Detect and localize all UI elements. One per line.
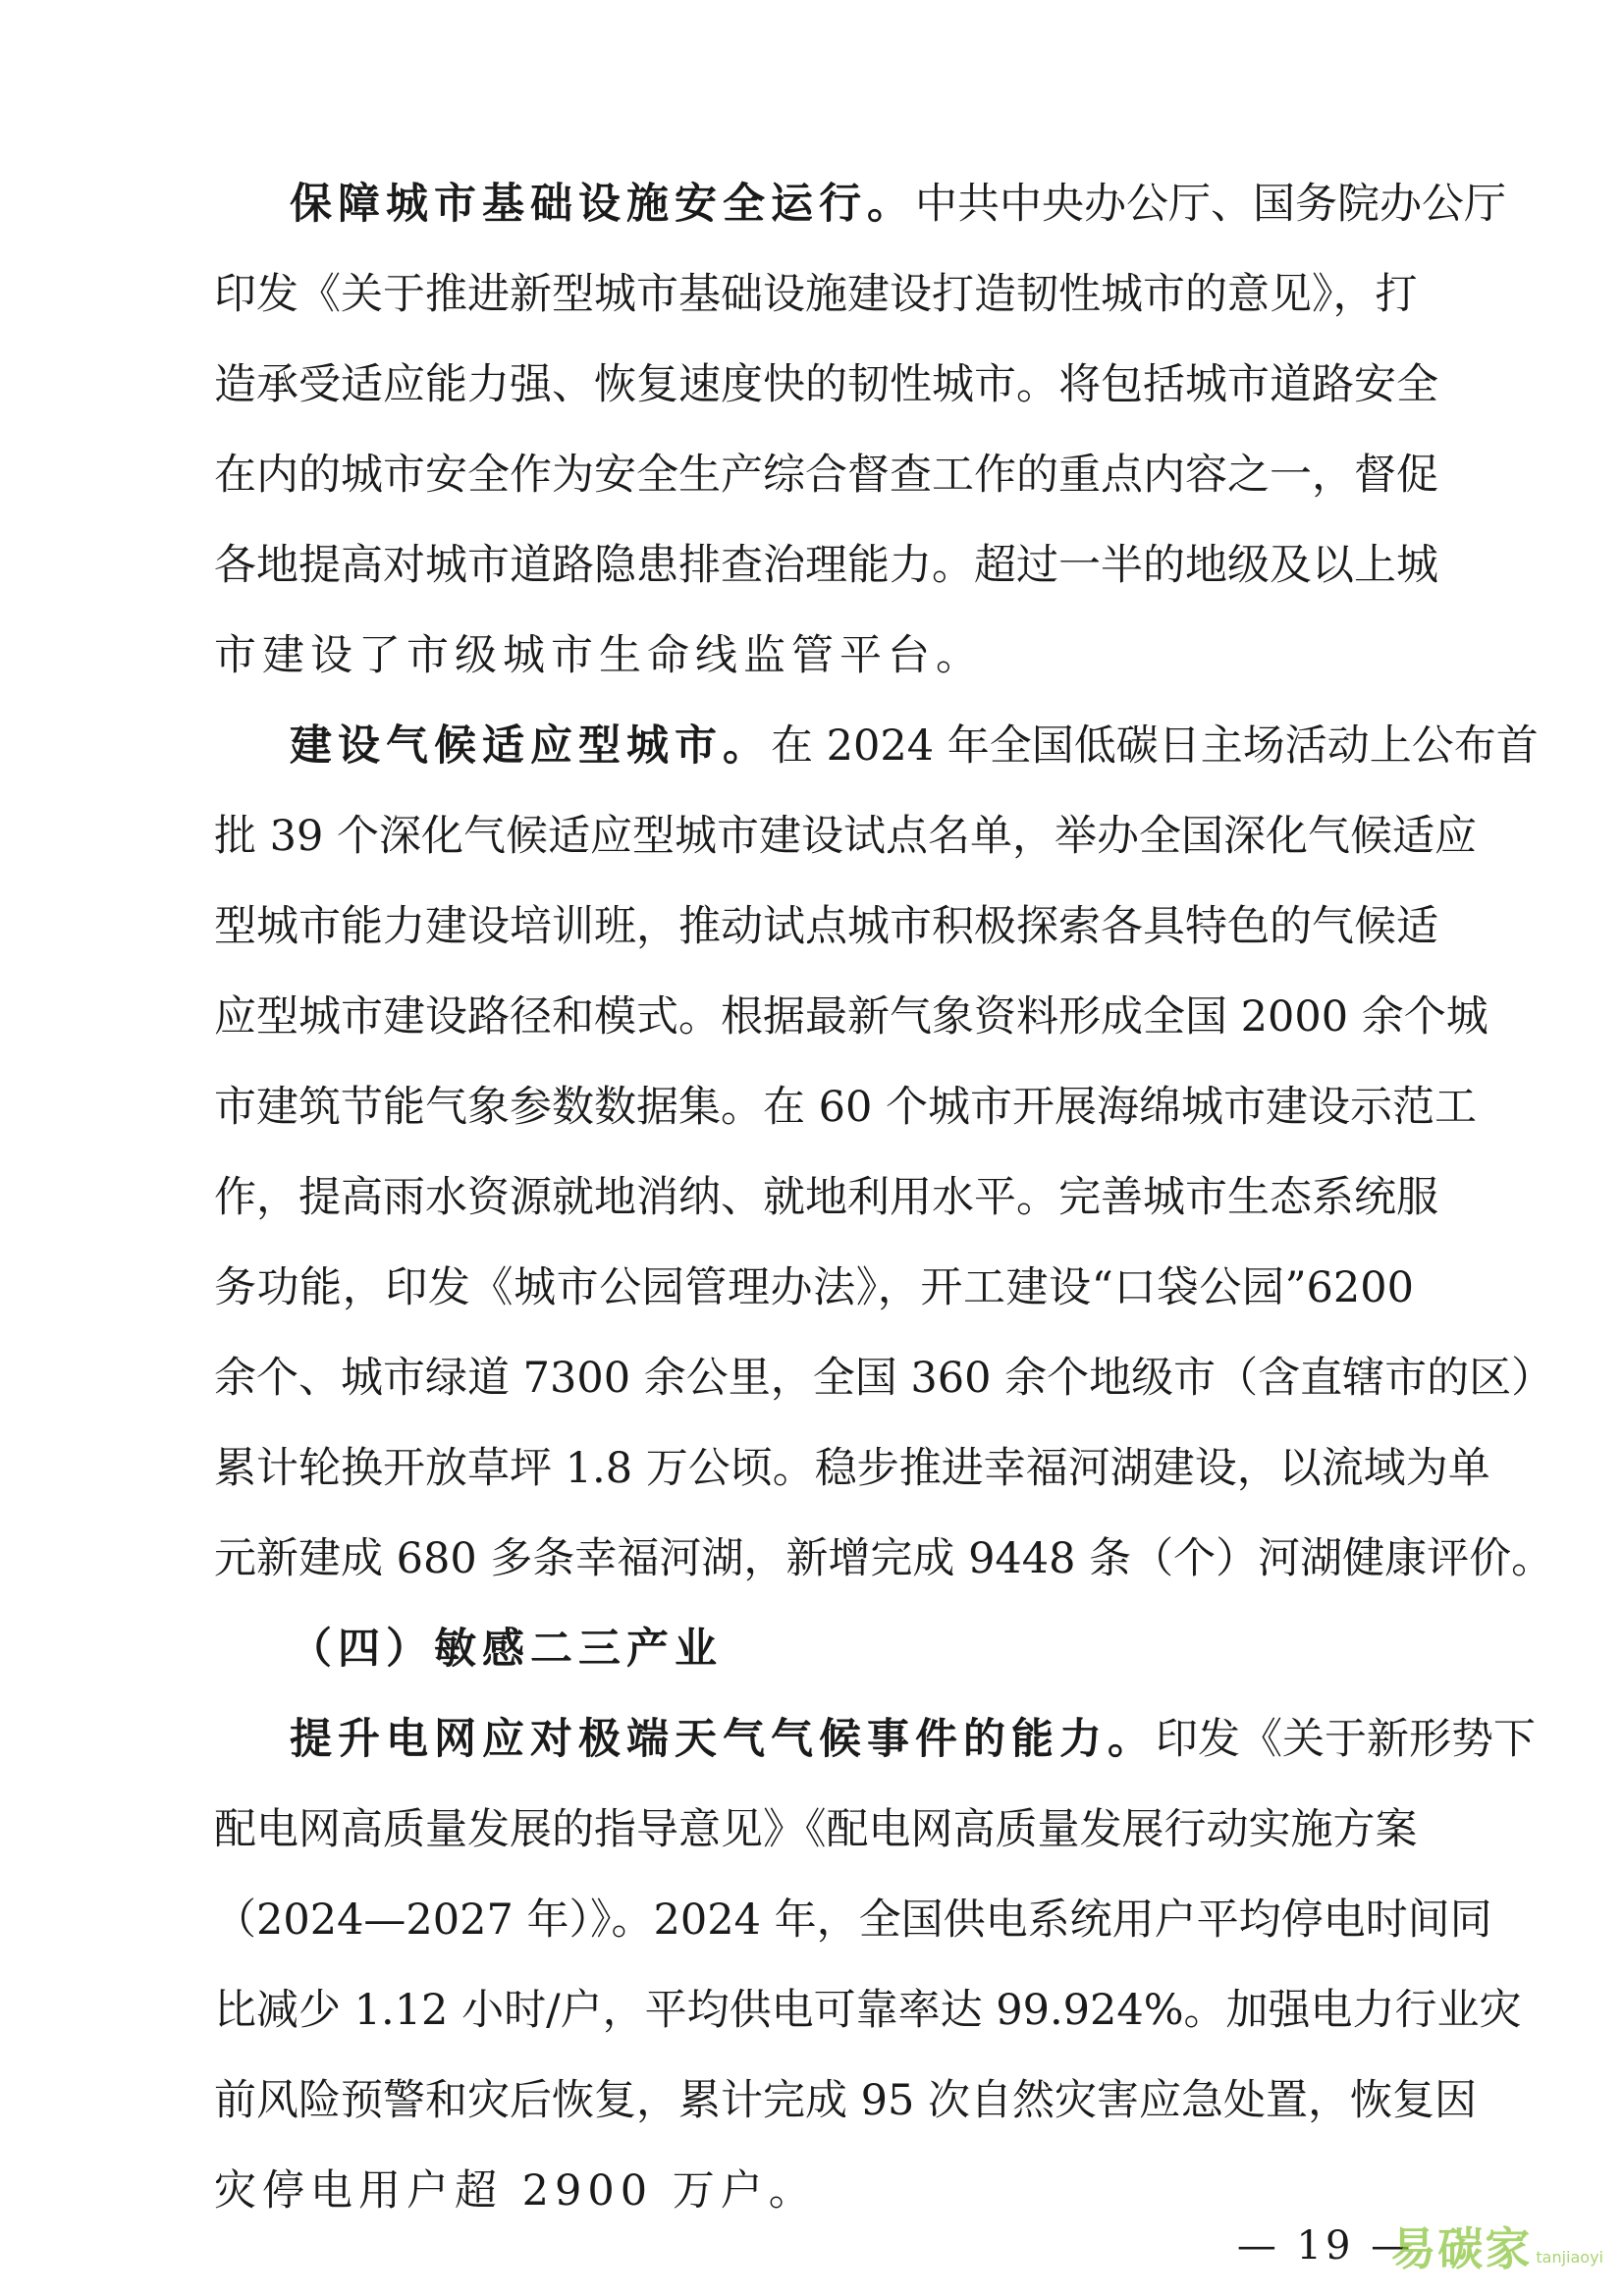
paragraph-text: 印发《关于新形势下	[1156, 1715, 1536, 1764]
paragraph-line: （2024—2027 年）》。2024 年，全国供电系统用户平均停电时间同	[214, 1896, 1492, 1945]
page-number: — 19 —	[1236, 2223, 1415, 2269]
paragraph-line: 批 39 个深化气候适应型城市建设试点名单，举办全国深化气候适应	[214, 812, 1478, 861]
paragraph-line: 型城市能力建设培训班，推动试点城市积极探索各具特色的气候适	[214, 902, 1438, 951]
paragraph-lead: 提升电网应对极端天气气候事件的能力。	[290, 1715, 1156, 1764]
paragraph-line: 累计轮换开放草坪 1.8 万公顷。稳步推进幸福河湖建设，以流域为单	[214, 1444, 1490, 1493]
paragraph-text: 在 2024 年全国低碳日主场活动上公布首	[771, 721, 1539, 771]
paragraph-line	[290, 1712, 1536, 1767]
paragraph-line: 应型城市建设路径和模式。根据最新气象资料形成全国 2000 余个城	[214, 992, 1488, 1041]
paragraph-line	[290, 177, 1506, 232]
paragraph-line: 灾停电用户超 2900 万户。	[214, 2166, 817, 2216]
watermark-text: 易碳家	[1390, 2222, 1533, 2275]
paragraph-line: 比减少 1.12 小时/户，平均供电可靠率达 99.924%。加强电力行业灾	[214, 1986, 1522, 2035]
section-heading: （四）敏感二三产业	[290, 1625, 723, 1674]
paragraph-line: 各地提高对城市道路隐患排查治理能力。超过一半的地级及以上城	[214, 541, 1438, 590]
paragraph-text: 中共中央办公厅、国务院办公厅	[915, 180, 1506, 229]
paragraph-line: 前风险预警和灾后恢复，累计完成 95 次自然灾害应急处置，恢复因	[214, 2076, 1478, 2125]
paragraph-lead: 保障城市基础设施安全运行。	[290, 180, 915, 229]
paragraph-line: 元新建成 680 多条幸福河湖，新增完成 9448 条（个）河湖健康评价。	[214, 1534, 1554, 1583]
paragraph-lead: 建设气候适应型城市。	[290, 721, 771, 771]
watermark-logo	[1390, 2214, 1603, 2278]
paragraph-line: 务功能，印发《城市公园管理办法》，开工建设“口袋公园”6200	[214, 1263, 1414, 1312]
paragraph-line: 市建筑节能气象参数数据集。在 60 个城市开展海绵城市建设示范工	[214, 1083, 1478, 1132]
paragraph-line: 市建设了市级城市生命线监管平台。	[214, 631, 984, 680]
watermark-subtext: tanjiaoyi	[1536, 2248, 1603, 2267]
paragraph-line: 造承受适应能力强、恢复速度快的韧性城市。将包括城市道路安全	[214, 360, 1438, 409]
paragraph-line: 在内的城市安全作为安全生产综合督查工作的重点内容之一，督促	[214, 451, 1438, 500]
paragraph-line: 作，提高雨水资源就地消纳、就地利用水平。完善城市生态系统服	[214, 1173, 1438, 1222]
paragraph-line: 印发《关于推进新型城市基础设施建设打造韧性城市的意见》，打	[214, 270, 1418, 319]
paragraph-line	[290, 719, 1539, 774]
paragraph-line: 配电网高质量发展的指导意见》《配电网高质量发展行动实施方案	[214, 1805, 1418, 1854]
paragraph-line: 余个、城市绿道 7300 余公里，全国 360 余个地级市（含直辖市的区）	[214, 1354, 1554, 1403]
